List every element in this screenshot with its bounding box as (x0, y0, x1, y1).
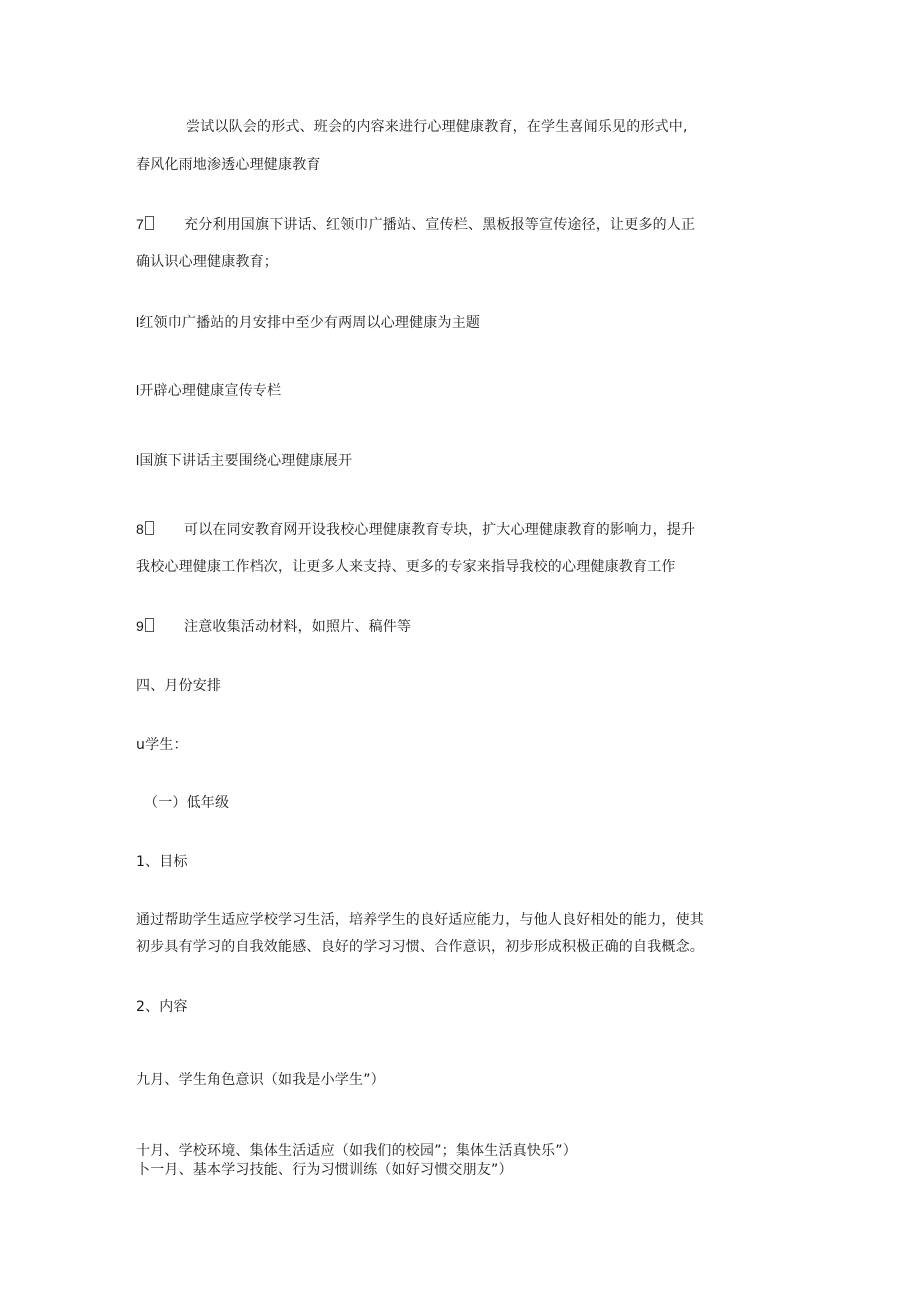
item-text: 注意收集活动材料，如照片、稿件等 (184, 619, 412, 635)
month-item: 十月、学校环境、集体生活适应（如我们的校园”；集体生活真快乐”） (136, 1143, 577, 1159)
list-item-7 (136, 215, 695, 234)
bullet-text: 开辟心理健康宣传专栏 (139, 383, 282, 399)
item-number: 9 (136, 618, 144, 634)
bullet-item (136, 451, 352, 470)
paragraph-line: 尝试以队会的形式、班会的内容来进行心理健康教育，在学生喜闻乐见的形式中, (186, 119, 688, 135)
bullet-mark: l (136, 452, 140, 468)
content-heading: 2、内容 (136, 999, 188, 1015)
sub-heading: （一）低年级 (144, 795, 230, 811)
audience-label: u学生： (136, 737, 188, 753)
missing-glyph-box (145, 216, 154, 230)
paragraph-line: 春风化雨地渗透心理健康教育 (136, 157, 321, 173)
paragraph-line: 通过帮助学生适应学校学习生活，培养学生的良好适应能力，与他人良好相处的能力，使其 (136, 912, 704, 928)
list-item-9 (136, 617, 411, 636)
bullet-mark: l (136, 314, 140, 330)
month-item: 九月、学生角色意识（如我是小学生”） (136, 1072, 385, 1088)
item-text: 充分利用国旗下讲话、红领巾广播站、宣传栏、黑板报等宣传途径，让更多的人正 (184, 217, 696, 233)
bullet-item (136, 313, 480, 332)
paragraph-line: 确认识心理健康教育； (136, 254, 278, 270)
paragraph-line: 我校心理健康工作档次，让更多人来支持、更多的专家来指导我校的心理健康教育工作 (136, 559, 676, 575)
item-number: 8 (136, 521, 144, 537)
goal-heading: 1、目标 (136, 854, 188, 870)
list-item-8 (136, 520, 695, 539)
bullet-text: 红领巾广播站的月安排中至少有两周以心理健康为主题 (139, 315, 481, 331)
item-number: 7 (136, 216, 144, 232)
bullet-text: 国旗下讲话主要围绕心理健康展开 (139, 453, 353, 469)
missing-glyph-box (145, 618, 154, 632)
bullet-mark: l (136, 382, 140, 398)
section-heading: 四、月份安排 (136, 678, 222, 694)
month-item: 卜一月、基本学习技能、行为习惯训练（如好习惯交朋友”） (136, 1162, 513, 1178)
paragraph-line: 初步具有学习的自我效能感、良好的学习习惯、合作意识，初步形成积极正确的自我概念。 (136, 939, 704, 955)
missing-glyph-box (145, 521, 154, 535)
item-text: 可以在同安教育网开设我校心理健康教育专块，扩大心理健康教育的影响力，提升 (184, 522, 696, 538)
bullet-item (136, 381, 281, 400)
